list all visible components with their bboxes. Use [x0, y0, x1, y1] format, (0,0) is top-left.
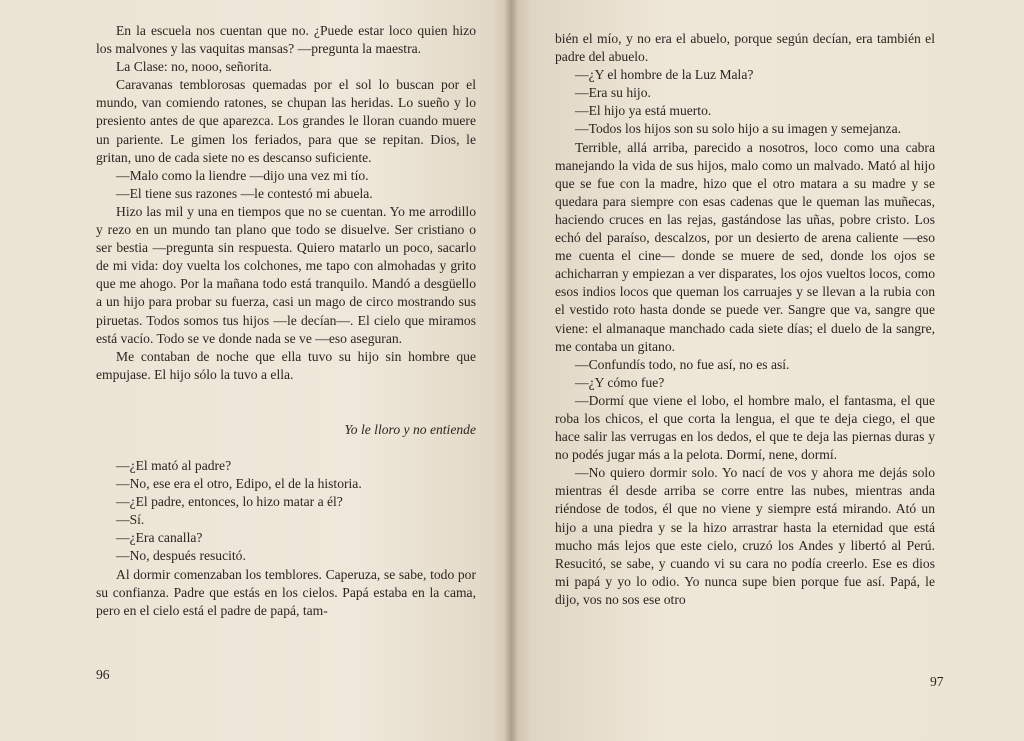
paragraph: Me contaban de noche que ella tuvo su hijo sin hombre que empujase. El hijo sólo la tuvo a ella.: [96, 348, 476, 382]
page-number: 97: [930, 674, 944, 689]
dialogue-line: —¿Era canalla?: [116, 530, 203, 546]
dialogue-line: —¿El padre, entonces, lo hizo matar a él?: [116, 494, 343, 510]
paragraph: Caravanas temblorosas quemadas por el sol lo buscan por el mundo, van comiendo ratones, se chupan las heridas. Lo sueño y lo presiento antes de que aparezca. Los grandes le lloran cuando muere un pariente. Le gimen los feriados, para que se repitan. Dios, le gritan, uno de cada siete no es descanso suficiente.: [96, 77, 476, 165]
right-page-text: [555, 30, 935, 609]
dialogue-line: —El hijo ya está muerto.: [575, 103, 712, 119]
dialogue-line: —No, ese era el otro, Edipo, el de la historia.: [116, 476, 362, 492]
dialogue-line: —Era su hijo.: [575, 85, 651, 101]
paragraph: —El tiene sus razones —le contestó mi abuela.: [116, 185, 373, 201]
paragraph: La Clase: no, nooo, señorita.: [116, 59, 272, 75]
paragraph: Terrible, allá arriba, parecido a nosotros, loco como una cabra manejando la vida de sus hijos, malo como un malvado. Mató al hijo que se fue con la madre, hizo que el otro matara a su madre y se quedara para siempre con esas cadenas que le queman las muñecas, haciendo cruces en las rejas, gastándose las uñas, pobre cristo. Los echó del paraíso, descalzos, por un desierto de arena caliente —eso me cuenta el cine— donde se muere de sed, donde los ojos se achicharran y empiezan a ver disparates, los ojos vueltos locos, como esos indios locos que queman los carruajes y se llevan a la rubia con el vestido roto hasta donde se puede ver. Sangre que va, sangre que viene: el almanaque manchado cada siete días; el duelo de la sangre, me contaba un gitano.: [555, 139, 935, 354]
dialogue-line: —Sí.: [116, 512, 145, 528]
paragraph: En la escuela nos cuentan que no. ¿Puede estar loco quien hizo los malvones y las vaquitas mansas? —pregunta la maestra.: [96, 23, 476, 57]
section-title: Yo le lloro y no entiende: [344, 421, 476, 437]
book-gutter: [504, 0, 518, 741]
dialogue-line: —Confundís todo, no fue así, no es así.: [575, 356, 790, 372]
right-page: [512, 0, 1024, 741]
dialogue-line: —Todos los hijos son su solo hijo a su imagen y semejanza.: [575, 121, 902, 137]
paragraph: —No quiero dormir solo. Yo nací de vos y ahora me dejás solo mientras él desde arriba se corre entre las nubes, mientras anda riéndose de todos, él que no viene y siempre está mirando. Ató un hijo a una piedra y se la hizo arrastrar hasta la eternidad que está mucho más lejos que este cielo, cruzó los Andes y libertó al Perú. Resucitó, se sabe, y cuando vi su cara no podía creerlo. Ese es dios mi papá y yo lo odio. Yo nunca supe bien porque fue así. Papá, le dijo, vos no sos ese otro: [555, 465, 935, 607]
dialogue-line: —¿Y el hombre de la Luz Mala?: [575, 67, 754, 83]
paragraph: bién el mío, y no era el abuelo, porque según decían, era también el padre del abuelo.: [555, 31, 935, 65]
paragraph: Hizo las mil y una en tiempos que no se cuentan. Yo me arrodillo y rezo en un mundo tan plano que todo se disuelve. Ser cristiano o ser bestia —pregunta sin respuesta. Quiero matarlo un poco, sacarlo de mi vida: doy vuelta los colchones, me tapo con almohadas y grito que me ahogo. Por la mañana todo está tranquilo. Mandó a desgüello a un hijo para probar su fuerza, casi un mago de circo mostrando sus piruetas. Todos somos tus hijos —le decían—. El cielo que miramos está vacío. Todo se ve donde nada se ve —eso aseguran.: [96, 203, 476, 346]
page-number: 96: [96, 667, 110, 682]
paragraph: —Malo como la liendre —dijo una vez mi tío.: [116, 167, 369, 183]
left-page-text: [96, 22, 476, 620]
dialogue-line: —¿Y cómo fue?: [575, 374, 665, 390]
dialogue-line: —¿El mató al padre?: [116, 457, 232, 473]
dialogue-line: —No, después resucitó.: [116, 548, 246, 564]
paragraph: Al dormir comenzaban los temblores. Caperuza, se sabe, todo por su confianza. Padre que estás en los cielos. Papá estaba en la cama, pero en el cielo está el padre de papá, tam-: [96, 566, 476, 618]
paragraph: —Dormí que viene el lobo, el hombre malo, el fantasma, el que roba los chicos, el que corta la lengua, el que te deja ciego, el que hace salir las verrugas en los dedos, el que te deja las piernas duras y no podés jugar más a la pelota. Dormí, nene, dormí.: [555, 392, 935, 463]
